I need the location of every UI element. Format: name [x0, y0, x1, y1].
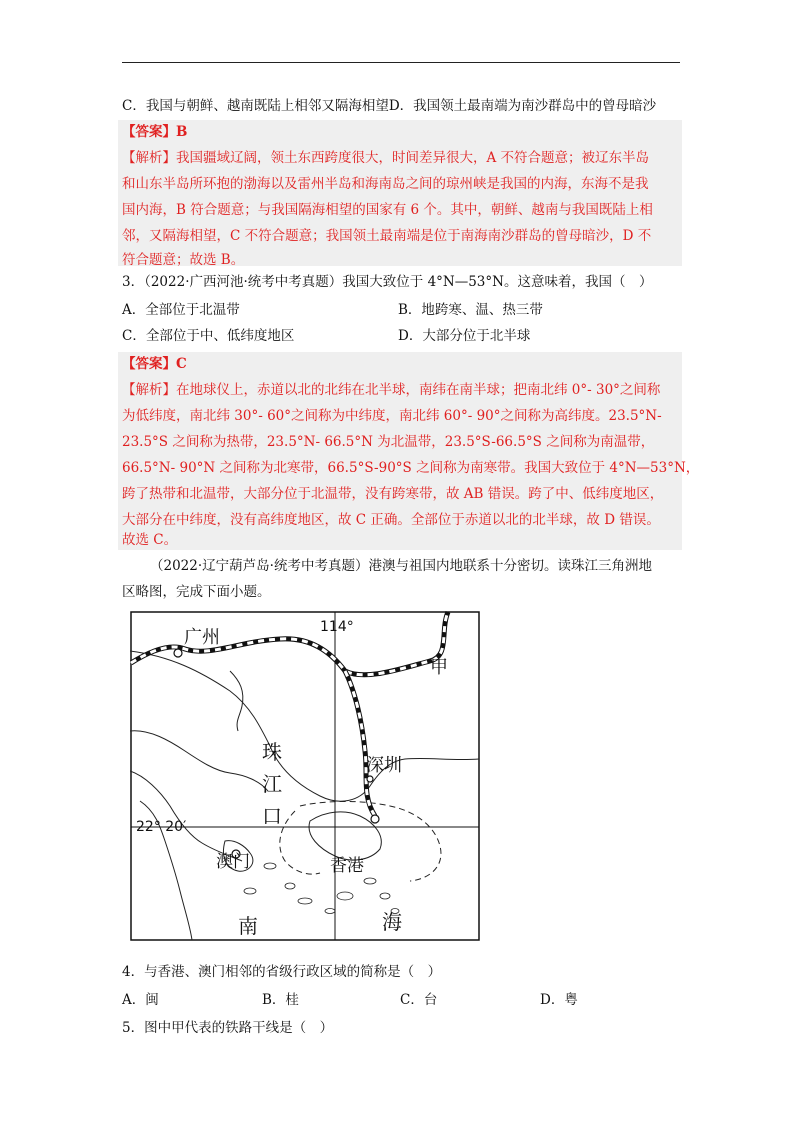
q3-option-a: A．全部位于北温带: [122, 302, 240, 318]
q2-analysis-line: 【解析】我国疆域辽阔，领土东西跨度很大，时间差异很大，A 不符合题意；被辽东半岛: [122, 150, 650, 166]
map-label-lon: 114°: [320, 619, 354, 635]
guangzhou-marker: [174, 649, 182, 657]
q4-stem: 4．与香港、澳门相邻的省级行政区域的简称是（ ）: [122, 964, 442, 980]
q3-analysis-line: 大部分在中纬度，没有高纬度地区，故 C 正确。全部位于赤道以北的北半球，故 D 错误。: [122, 512, 660, 528]
map-label-shenzhen: 深圳: [366, 755, 402, 776]
q2-answer-box: [118, 120, 682, 266]
q3-analysis-line: 【解析】在地球仪上，赤道以北的北纬在北半球，南纬在南半球；把南北纬 0°- 30°之间称: [122, 382, 661, 398]
map-label-kou: 口: [262, 804, 282, 828]
q2-analysis-line: 邻，又隔海相望，C 不符合题意；我国领土最南端是位于南海南沙群岛的曾母暗沙，D 不: [122, 228, 652, 244]
q2-analysis-line: 符合题意；故选 B。: [122, 252, 245, 268]
q5-stem: 5．图中甲代表的铁路干线是（ ）: [122, 1020, 334, 1036]
q4-option-c: C．台: [400, 992, 438, 1008]
map-label-guangzhou: 广州: [184, 627, 220, 648]
q2-analysis-line: 和山东半岛所环抱的渤海以及雷州半岛和海南岛之间的琼州峡是我国的内海，东海不是我: [122, 176, 649, 192]
q3-analysis-line: 跨了热带和北温带，大部分位于北温带，没有跨寒带，故 AB 错误。跨了中、低纬度地区，: [122, 486, 664, 502]
pearl-river-delta-map: [130, 611, 480, 941]
q3-answer-box: [118, 352, 700, 550]
map-label-jia: 甲: [430, 657, 448, 678]
intro-line: 区略图，完成下面小题。: [122, 584, 271, 600]
q3-analysis-line: 故选 C。: [122, 532, 178, 548]
q4-option-b: B．桂: [262, 992, 299, 1008]
header-rule: [122, 62, 680, 63]
q2-option-line: C．我国与朝鲜、越南既陆上相邻又隔海相望D．我国领土最南端为南沙群岛中的曾母暗沙: [122, 98, 657, 114]
q3-option-c: C．全部位于中、低纬度地区: [122, 328, 295, 344]
map-label-hai: 海: [382, 910, 402, 934]
q3-answer-label: 【答案】C: [122, 356, 187, 372]
q3-option-d: D．大部分位于北半球: [398, 328, 531, 344]
map-label-jiang: 江: [262, 772, 282, 796]
q3-analysis-line: 为低纬度，南北纬 30°- 60°之间称为中纬度，南北纬 60°- 90°之间称为高纬度。23.5°N-: [122, 408, 662, 424]
q3-stem: 3．（2022·广西河池·统考中考真题）我国大致位于 4°N—53°N。这意味着，我国（ ）: [122, 274, 653, 290]
q4-option-d: D．粤: [540, 992, 578, 1008]
q3-analysis-line: 23.5°S 之间称为热带，23.5°N- 66.5°N 为北温带，23.5°S-66.5°S 之间称为南温带，: [122, 434, 655, 450]
map-label-nan: 南: [238, 914, 258, 938]
map-label-lat: 22° 20′: [136, 819, 187, 835]
q3-option-b: B．地跨寒、温、热三带: [398, 302, 543, 318]
map-label-zhu: 珠: [262, 740, 282, 764]
q3-analysis-line: 66.5°N- 90°N 之间称为北寒带，66.5°S-90°S 之间称为南寒带。我国大致位于 4°N—53°N，: [122, 460, 700, 476]
hongkong-marker: [371, 815, 379, 823]
map-label-macau: 澳门: [216, 852, 250, 872]
q4-option-a: A．闽: [122, 992, 159, 1008]
shenzhen-marker: [367, 776, 373, 782]
q2-answer-label: 【答案】B: [122, 124, 188, 140]
q2-analysis-line: 国内海，B 符合题意；与我国隔海相望的国家有 6 个。其中，朝鲜、越南与我国既陆上相: [122, 202, 653, 218]
intro-line: （2022·辽宁葫芦岛·统考中考真题）港澳与祖国内地联系十分密切。读珠江三角洲地: [150, 558, 652, 574]
map-label-hongkong: 香港: [330, 856, 364, 876]
